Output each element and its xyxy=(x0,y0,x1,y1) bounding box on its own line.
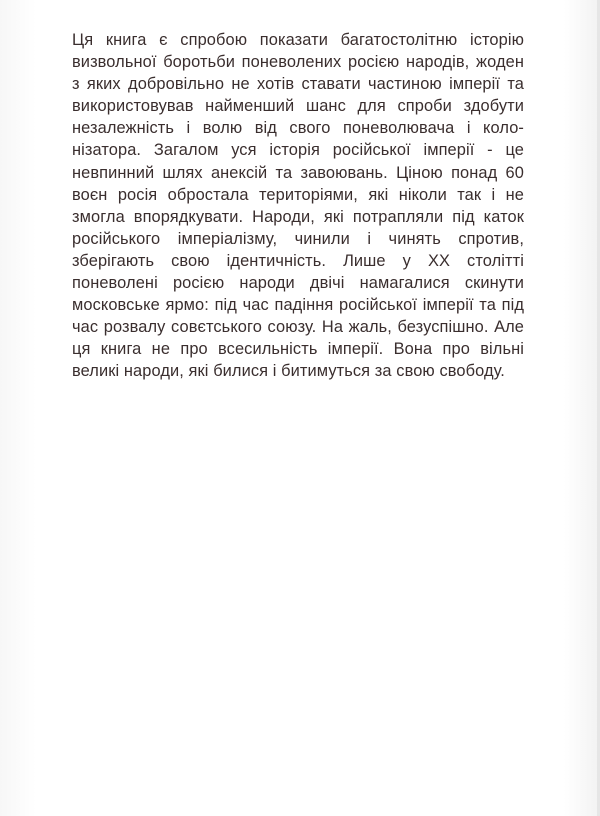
text-line: з яких добровільно не хотів ставати частиною імперії та xyxy=(72,75,524,94)
text-line: ця книга не про всесильність імперії. Вона про вільні xyxy=(72,340,524,359)
body-paragraph xyxy=(72,29,524,383)
text-line: визвольної боротьби поневолених росією народів, жоден xyxy=(72,53,524,72)
text-line: невпинний шлях анексій та завоювань. Ціною понад 60 xyxy=(72,163,524,182)
text-line: воєн росія обростала територіями, які ніколи так і не xyxy=(72,185,524,204)
text-line: використовував найменший шанс для спроби здобути xyxy=(72,97,524,116)
text-line: час розвалу совєтського союзу. На жаль, безуспішно. Але xyxy=(72,318,524,337)
text-line: незалежність і волю від свого поневолювача і коло- xyxy=(72,119,524,138)
text-line: зберігають свою ідентичність. Лише у XX столітті xyxy=(72,251,524,270)
text-line: змогла впорядкувати. Народи, які потрапляли під каток xyxy=(72,207,524,226)
text-line: московське ярмо: під час падіння російської імперії та під xyxy=(72,296,524,315)
text-line-last: великі народи, які билися і битимуться за свою свободу. xyxy=(72,362,505,381)
text-line: Ця книга є спробою показати багатостолітню історію xyxy=(72,31,524,49)
text-line: нізатора. Загалом уся історія російської імперії - це xyxy=(72,141,524,160)
text-line: російського імперіалізму, чинили і чинять спротив, xyxy=(72,229,524,248)
text-line: поневолені росією народи двічі намагалися скинути xyxy=(72,274,524,293)
